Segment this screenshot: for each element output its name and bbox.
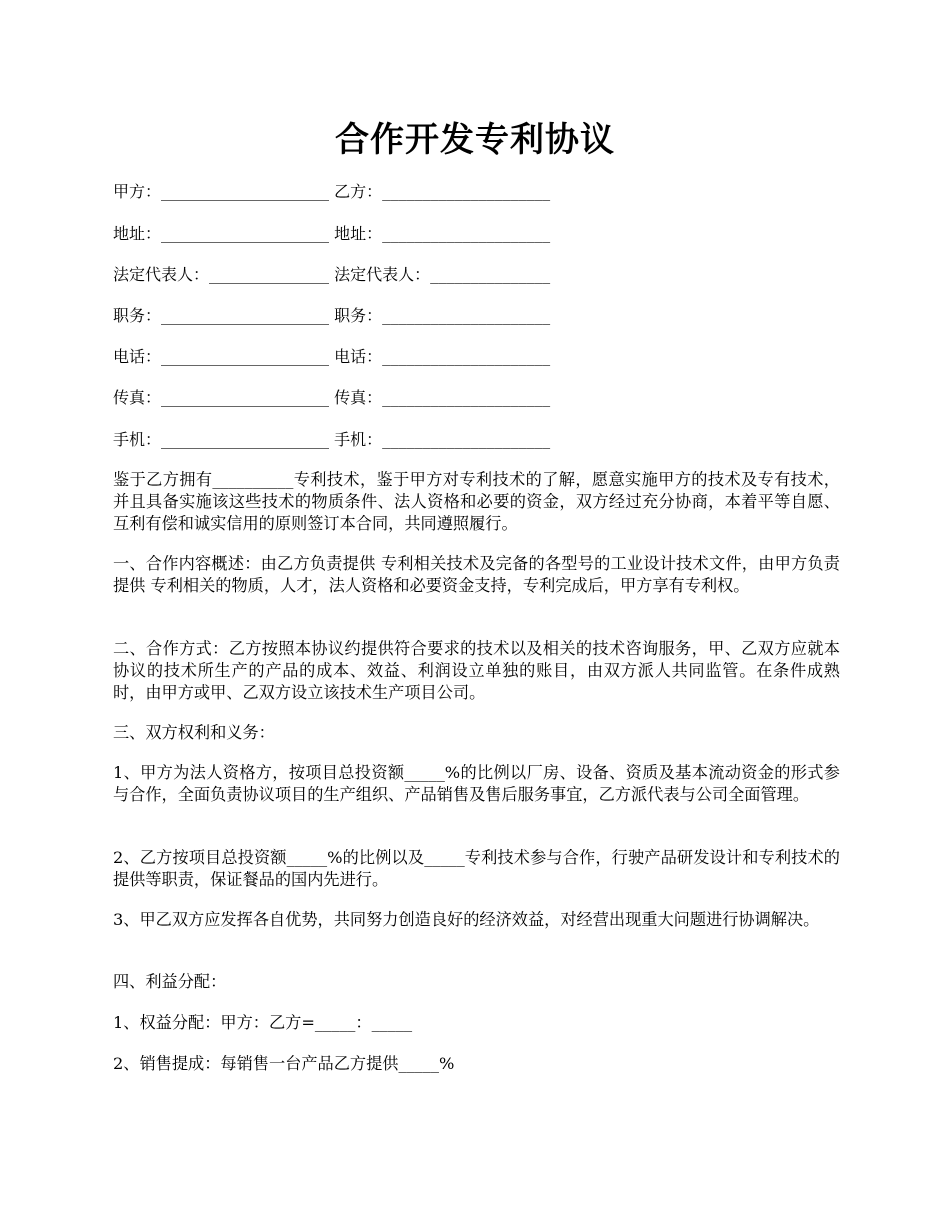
section-4-item-1: 1、权益分配：甲方：乙方=_____：_____ [113,1013,413,1032]
preamble-paragraph: 鉴于乙方拥有__________专利技术，鉴于甲方对专利技术的了解，愿意实施甲方的技术及专有技术，并且具备实施该这些技术的物质条件、法人资格和必要的资金，双方经过充分协商，本着平等自愿、互利有偿和诚实信用的原则签订本合同，共同遵照履行。 [113,470,840,533]
section-3-item-3: 3、甲乙双方应发挥各自优势，共同努力创造良好的经济效益，对经营出现重大问题进行协调解决。 [113,910,820,929]
party-field-phone: 电话：_____________________ 电话：_____________________ [113,347,551,366]
section-4-item-2: 2、销售提成：每销售一台产品乙方提供_____% [113,1054,455,1073]
party-field-position: 职务：_____________________ 职务：_____________________ [113,306,551,325]
party-field-fax: 传真：_____________________ 传真：_____________________ [113,388,551,407]
section-3-item-1: 1、甲方为法人资格方，按项目总投资额_____%的比例以厂房、设备、资质及基本流动资金的形式参与合作，全面负责协议项目的生产组织、产品销售及售后服务事宜，乙方派代表与公司全面管理。 [113,763,840,804]
party-field-legal-rep: 法定代表人：_______________ 法定代表人：_______________ [113,265,551,284]
party-field-party-a-b: 甲方：_____________________ 乙方：_____________________ [113,182,551,201]
party-field-mobile: 手机：_____________________ 手机：_____________________ [113,430,551,449]
section-1-cooperation-overview: 一、合作内容概述：由乙方负责提供 专利相关技术及完备的各型号的工业设计技术文件，由甲方负责提供 专利相关的物质，人才，法人资格和必要资金支持，专利完成后，甲方享有专利权。 [113,554,840,595]
section-2-cooperation-method: 二、合作方式：乙方按照本协议约提供符合要求的技术以及相关的技术咨询服务，甲、乙双方应就本协议的技术所生产的产品的成本、效益、利润设立单独的账目，由双方派人共同监管。在条件成熟时，由甲方或甲、乙双方设立该技术生产项目公司。 [113,639,840,702]
section-4-heading: 四、利益分配： [113,972,227,991]
section-3-item-2: 2、乙方按项目总投资额_____%的比例以及_____专利技术参与合作，行驶产品研发设计和专利技术的提供等职责，保证餐品的国内先进行。 [113,848,840,889]
section-3-heading: 三、双方权利和义务： [113,723,275,742]
document-title: 合作开发专利协议 [335,120,615,160]
party-field-address: 地址：_____________________ 地址：_____________________ [113,224,551,243]
